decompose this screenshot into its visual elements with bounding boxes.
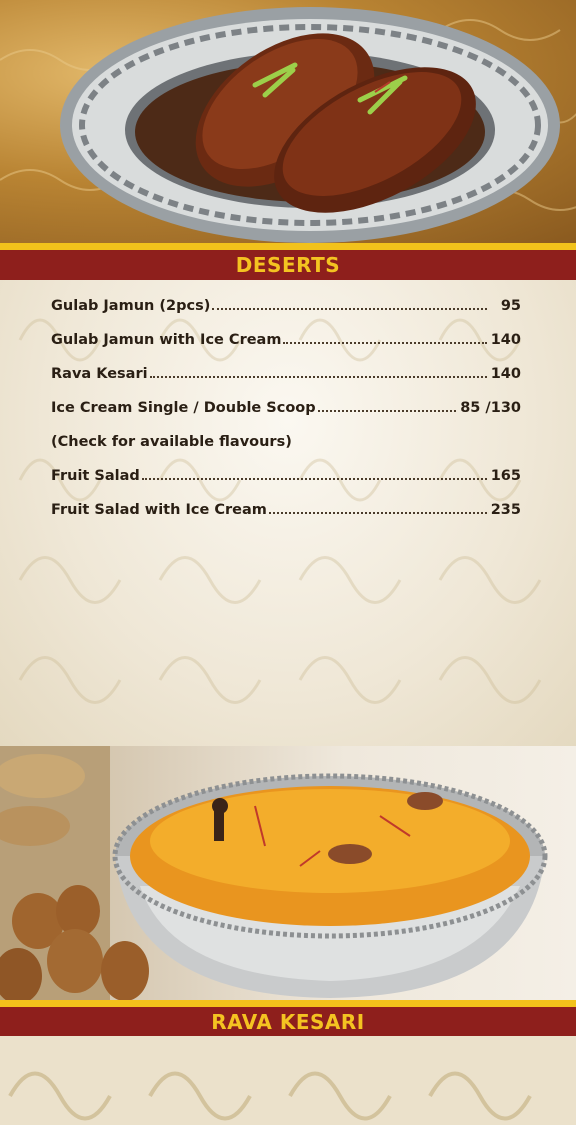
dot-leader	[283, 341, 486, 344]
menu-item-price: 235	[490, 502, 521, 518]
menu-item-price: 140	[490, 366, 521, 382]
menu-item-price: 140	[490, 332, 521, 348]
dot-leader	[150, 375, 487, 378]
menu-item-name: Rava Kesari	[51, 366, 148, 382]
menu-item-name: Gulab Jamun with Ice Cream	[51, 332, 282, 348]
menu-item	[51, 366, 521, 400]
rava-kesari-illustration	[0, 746, 576, 1000]
bottom-yellow-stripe	[0, 1000, 576, 1007]
bottom-pattern-strip	[0, 1036, 576, 1125]
gulab-jamun-photo	[0, 0, 576, 243]
dot-leader	[212, 307, 487, 310]
gulab-jamun-illustration	[0, 0, 576, 243]
menu-item	[51, 468, 521, 502]
section-title-rava-kesari: RAVA KESARI	[211, 1010, 365, 1034]
flavour-note: (Check for available flavours)	[51, 434, 292, 450]
menu-item	[51, 298, 521, 332]
damask-pattern-bottom	[0, 1036, 576, 1125]
menu-item-price: 95	[500, 298, 521, 314]
menu-item	[51, 400, 521, 434]
menu-item-price: 85 /130	[460, 400, 521, 416]
menu-item-price: 165	[490, 468, 521, 484]
menu-item-name: Fruit Salad	[51, 468, 140, 484]
top-yellow-stripe	[0, 243, 576, 250]
dot-leader	[318, 409, 457, 412]
menu-item	[51, 332, 521, 366]
menu-item-name: Gulab Jamun (2pcs)	[51, 298, 211, 314]
rava-kesari-photo	[0, 746, 576, 1000]
dessert-menu-list	[51, 298, 521, 536]
menu-item	[51, 502, 521, 536]
menu-item-name: Ice Cream Single / Double Scoop	[51, 400, 316, 416]
menu-panel	[0, 280, 576, 748]
menu-item-name: Fruit Salad with Ice Cream	[51, 502, 267, 518]
dot-leader	[142, 477, 487, 480]
dot-leader	[269, 511, 487, 514]
section-title-deserts: DESERTS	[235, 253, 341, 277]
